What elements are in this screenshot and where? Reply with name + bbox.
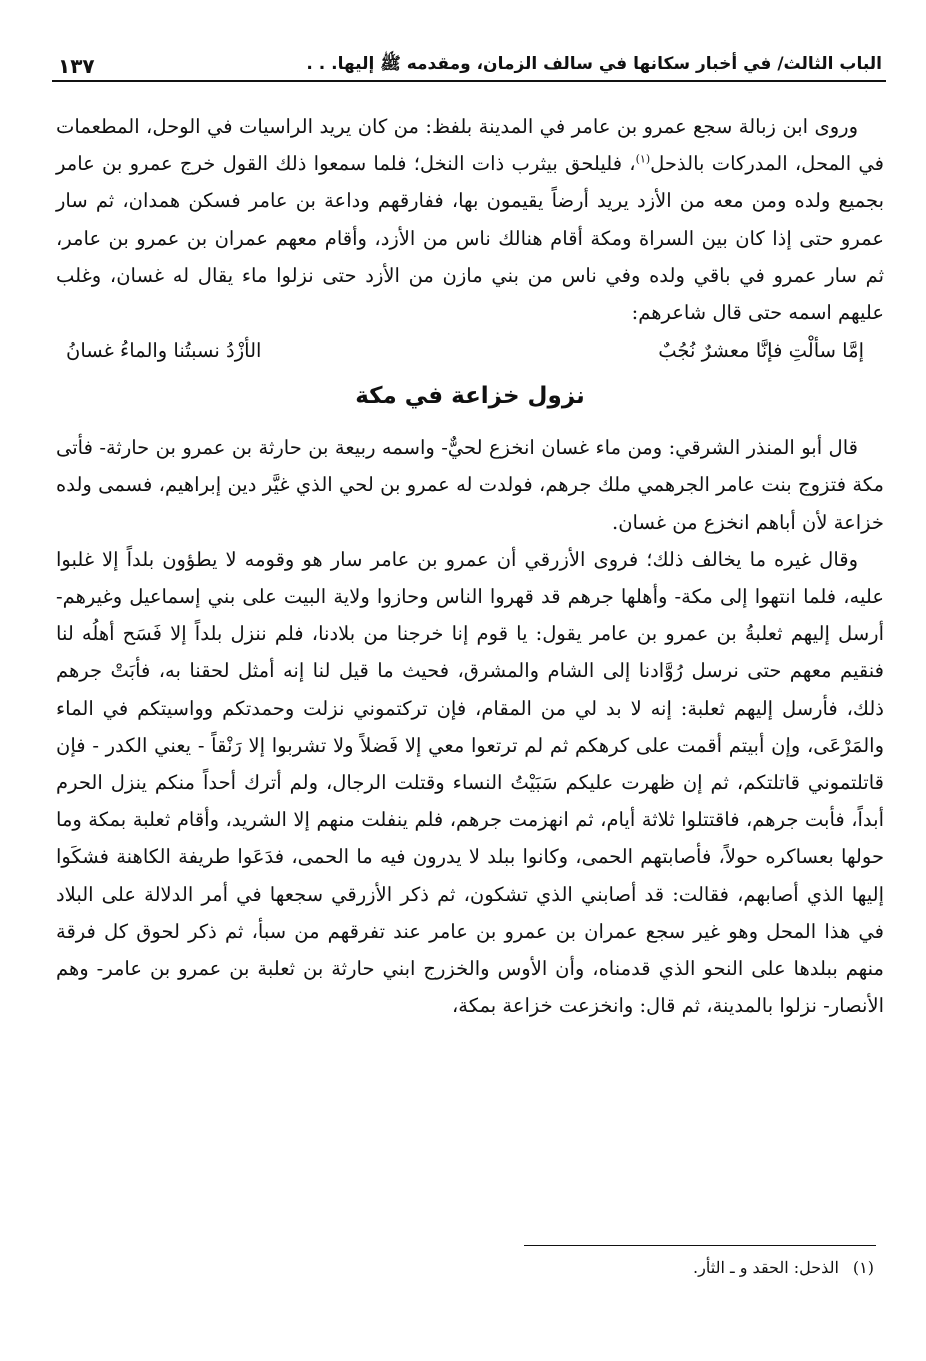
paragraph-azraqi: وقال غيره ما يخالف ذلك؛ فروى الأزرقي أن عمرو بن عامر سار هو وقومه لا يطؤون بلداً إلا غلبوا عليه، فلما انتهوا إلى مكة- وأهلها جرهم قد قهروا الناس وحازوا ولاية البيت على بني إسماعيل وغيرهم- أرسل إليهم ثعلبةُ بن عمرو بن عامر يقول: يا قوم إنا خرجنا من بلادنا، فلم ننزل بلداً إلا فَسَح أهلُه لنا فنقيم معهم حتى نرسل رُوَّادنا إلى الشام والمشرق، فحيث ما قيل لنا إنه أمثل لحقنا به، فأبَتْ جرهم ذلك، فأرسل إليهم ثعلبة: إنه لا بد لي من المقام، فإن تركتموني نزلت وحمدتكم وواسيتكم في الماء والمَرْعَى، وإن أبيتم أقمت على كرهكم ثم لم ترتعوا معي إلا فَضلاً ولا تشربوا إلا رَنْقاً - يعني الكدر - فإن قاتلتموني قاتلتكم، ثم إن ظهرت عليكم سَبَيْتُ النساء وقتلت الرجال، ولم أترك أحداً منكم ينزل الحرم أبداً، فأبت جرهم، فاقتتلوا ثلاثة أيام، ثم انهزمت جرهم، فلم ينفلت منهم إلا الشريد، وأقام ثعلبة بمكة وما حولها بعساكره حولاً، فأصابتهم الحمى، وكانوا ببلد لا يدرون فيه ما الحمى، فدَعَوا طريفة الكاهنة فشكَوا إليها الذي أصابهم، فقالت: قد أصابني الذي تشكون، ثم ذكر الأزرقي سجعها في أمر الدلالة على البلاد في هذا المحل وهو غير سجع عمران بن عمرو بن عامر عند تفرقهم من سبأ، ثم ذكر لحوق كل فرقة منهم ببلدها على النحو الذي قدمناه، وأن الأوس والخزرج ابني حارثة بن ثعلبة بن عمرو بن عامر- وهم الأنصار- نزلوا بالمدينة، ثم قال: وانخزعت خزاعة بمكة، [56, 547, 884, 1018]
paragraph-ibn-zabala [56, 108, 884, 331]
footnote-marker: (١) [852, 1258, 874, 1277]
verse-second-hemistich: الأزْدُ نسبتُنا والماءُ غسانُ [66, 339, 262, 363]
paragraph-text: وروى ابن زبالة سجع عمرو بن عامر في المدينة بلفظ: من كان يريد الراسيات في الوحل، المطعمات في المحل، المدركات بالذحل [56, 115, 884, 176]
footnote-divider [524, 1245, 876, 1246]
verse-first-hemistich: إمَّا سألْتِ فإنَّا معشرٌ نُجُبٌ [658, 339, 864, 363]
footnote-reference: (١) [635, 152, 651, 166]
header-title: الباب الثالث/ في أخبار سكانها في سالف الزمان، ومقدمه ﷺ إليها. . . [306, 54, 882, 74]
body-text [56, 108, 884, 1024]
page-number: ١٣٧ [58, 54, 95, 78]
footnote-text: الذحل: الحقد و ـ الثأر. [693, 1258, 839, 1277]
header-divider [52, 80, 886, 82]
running-header [58, 38, 882, 78]
footnote [693, 1255, 874, 1281]
paragraph-text-continued: ، فليلحق بيثرب ذات النخل؛ فلما سمعوا ذلك القول خرج عمرو بن عامر بجميع ولده ومن معه من الأزد يريد أرضاً يقيمون بها، ففارقهم وداعة بن عامر فسكن همدان، ثم سار عمرو حتى إذا كان بين السراة ومكة أقام هنالك ناس من الأزد، وأقام معهم عمران بن عمرو بن عامر، ثم سار عمرو في باقي ولده وفي ناس من بني مازن من الأزد حتى نزلوا ماء يقال له غسان، وغلب عليهم اسمه حتى قال شاعرهم: [56, 152, 884, 325]
section-heading: نزول خزاعة في مكة [355, 383, 585, 410]
paragraph-abu-al-mundhir: قال أبو المنذر الشرقي: ومن ماء غسان انخزع لحيٌّ- واسمه ربيعة بن حارثة بن عمرو بن حارثة- فأتى مكة فتزوج بنت عامر الجرهمي ملك جرهم، فولدت له عمرو بن لحي الذي غيَّر دين إبراهيم، فسمى ولده خزاعة لأن أباهم انخزع من غسان. [56, 436, 884, 534]
poetry-verse [56, 331, 884, 371]
